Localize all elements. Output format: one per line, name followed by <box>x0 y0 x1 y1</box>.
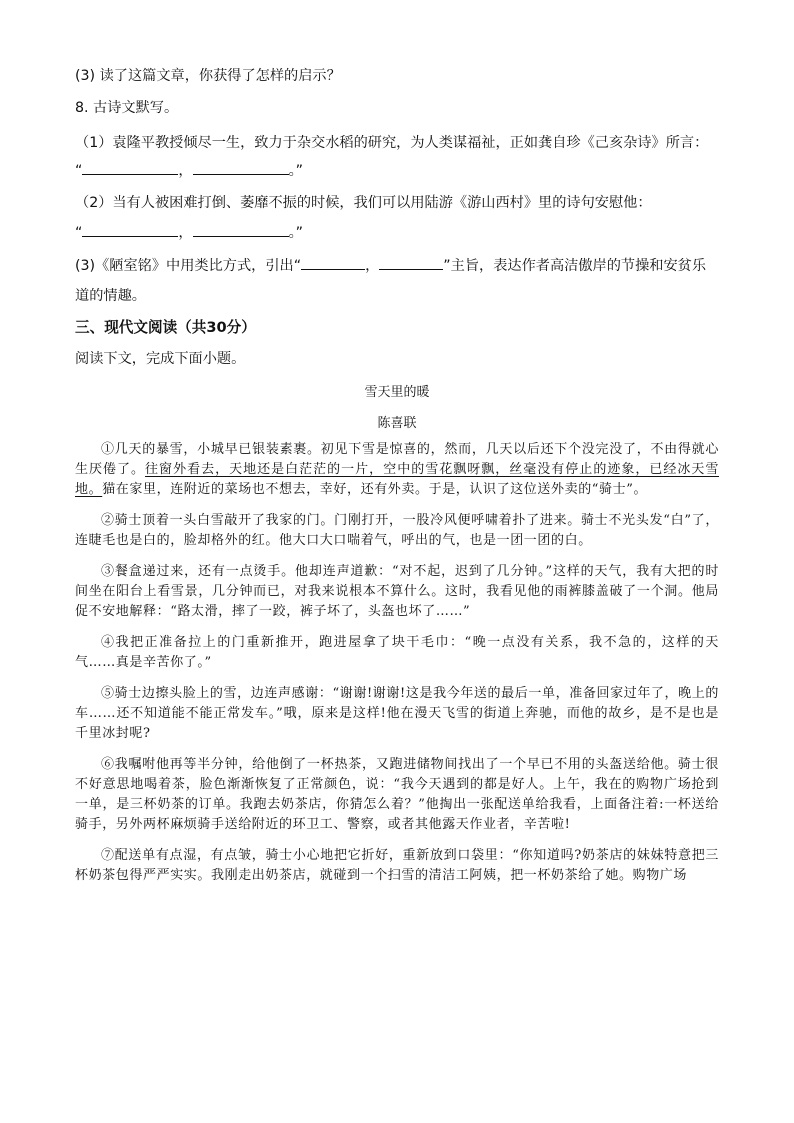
blank[interactable] <box>379 255 443 270</box>
item3-text-a: (3)《陋室铭》中用类比方式，引出“ <box>75 258 302 274</box>
question-3: (3) 读了这篇文章，你获得了怎样的启示？ <box>75 68 341 84</box>
p1-underlined: 往窗外看去，天地还是白茫茫的一片，空中的雪花飘呀飘，丝毫没有停止的迹象，已经冰天雪地。 <box>75 462 719 497</box>
paragraph-6: ⑥我嘱咐他再等半分钟，给他倒了一杯热茶，又跑进储物间找出了一个早已不用的头盔送给他。骑士很不好意思地喝着茶，脸色渐渐恢复了正常颜色，说：“我今天遇到的都是好人。上午，我在的购物广场抢到一单，是三杯奶茶的订单。我跑去奶茶店，你猜怎么着？”他掏出一张配送单给我看，上面备注着:一杯送给骑手，另外两杯麻烦骑手送给附近的环卫工、警察，或者其他露天作业者，辛苦啦! <box>75 757 719 832</box>
section-heading: 三、现代文阅读（共30分） <box>75 319 256 336</box>
quote-sep: ， <box>178 225 193 241</box>
quote-close: 。” <box>288 225 304 241</box>
blank[interactable] <box>301 255 365 270</box>
item3-text-b: ”主旨，表达作者高洁傲岸的节操和安贫乐 <box>443 258 707 274</box>
blank[interactable] <box>82 222 178 237</box>
p1-text-b: 猫在家里，连附近的菜场也不想去，幸好，还有外卖。于是，认识了这位送外卖的“骑士”。 <box>102 482 648 497</box>
quote-open: “ <box>75 163 83 179</box>
quote-close: 。” <box>288 163 304 179</box>
question-8-item-1: （1）袁隆平教授倾尽一生，致力于杂交水稻的研究，为人类谋福祉，正如龚自珍《己亥杂诗》所言： <box>75 135 709 151</box>
item3-sep: ， <box>365 258 380 274</box>
answer-line-1 <box>75 160 303 181</box>
paragraph-4: ④我把正准备拉上的门重新推开，跑进屋拿了块干毛巾：“晚一点没有关系，我不急的，这样的天气……真是辛苦你了。” <box>75 635 719 670</box>
paragraph-7: ⑦配送单有点湿，有点皱，骑士小心地把它折好，重新放到口袋里：“你知道吗?奶茶店的妹妹特意把三杯奶茶包得严严实实。我刚走出奶茶店，就碰到一个扫雪的清洁工阿姨，把一杯奶茶给了她。购物广场 <box>75 848 719 883</box>
p1-text-a: ①几天的暴雪，小城早已银装素裹。初见下雪是惊喜的，然而，几天以后还下个没完没了，不由得就心生厌倦了。 <box>75 442 719 477</box>
quote-sep: ， <box>178 163 193 179</box>
article-body <box>75 440 719 897</box>
blank[interactable] <box>193 160 289 175</box>
answer-line-2 <box>75 222 303 243</box>
paragraph-1 <box>75 440 719 500</box>
question-8-item-3-cont: 道的情趣。 <box>75 288 146 304</box>
article-author: 陈喜联 <box>377 416 417 431</box>
blank[interactable] <box>193 222 289 237</box>
quote-open: “ <box>75 225 83 241</box>
question-8-item-2: （2）当有人被困难打倒、萎靡不振的时候，我们可以用陆游《游山西村》里的诗句安慰他： <box>75 195 652 211</box>
question-8-title: 8. 古诗文默写。 <box>75 100 179 116</box>
blank[interactable] <box>82 160 178 175</box>
article-title: 雪天里的暖 <box>364 385 430 400</box>
question-8-item-3 <box>75 255 706 276</box>
section-instruction: 阅读下文，完成下面小题。 <box>75 351 246 367</box>
paragraph-3: ③餐盒递过来，还有一点烫手。他却连声道歉：“对不起，迟到了几分钟。”这样的天气，我有大把的时间坐在阳台上看雪景，几分钟而已，对我来说根本不算什么。这时，我看见他的雨裤膝盖破了一个洞。他局促不安地解释：“路太滑，摔了一跤，裤子坏了，头盔也坏了……” <box>75 564 719 619</box>
paragraph-5: ⑤骑士边擦头脸上的雪，边连声感谢：“谢谢!谢谢!这是我今年送的最后一单，准备回家过年了，晚上的车……还不知道能不能正常发车。”哦，原来是这样!他在漫天飞雪的街道上奔驰，而他的故乡，是不是也是千里冰封呢? <box>75 686 719 741</box>
paragraph-2: ②骑士顶着一头白雪敲开了我家的门。门刚打开，一股冷风便呼啸着扑了进来。骑士不光头发“白”了，连睫毛也是白的，脸却格外的红。他大口大口喘着气，呼出的气，也是一团一团的白。 <box>75 513 719 548</box>
